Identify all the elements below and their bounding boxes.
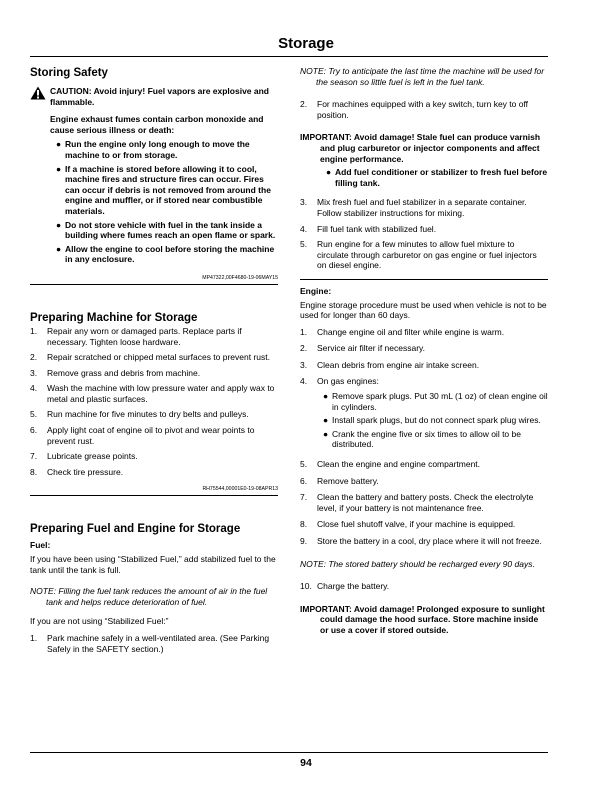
fuel-steps: [300, 197, 548, 271]
list-item: 3. Mix fresh fuel and fuel stabilizer in a separate container. Follow stabilizer instructions for mixing.: [300, 197, 527, 218]
list-item: 1. Park machine safely in a well-ventilated area. (See Parking Safely in the SAFETY section.): [30, 633, 270, 654]
right-column: [300, 66, 548, 636]
storing-safety-heading: Storing Safety: [30, 67, 108, 79]
list-item: 2. Service air filter if necessary.: [300, 343, 426, 354]
machine-steps: [30, 326, 278, 478]
section-divider: [300, 279, 548, 280]
reference-code: MP47322,00F4680-19-06MAY15: [202, 274, 278, 281]
safety-bullet: ● Run the engine only long enough to move the machine to or from storage.: [56, 139, 250, 160]
engine-text: Engine storage procedure must be used when vehicle is not to be used for longer than 60 days.: [300, 299, 547, 321]
caution-block: [30, 86, 278, 265]
left-column: [30, 66, 278, 654]
page-title: Storage: [278, 35, 334, 52]
fuel-label: Fuel:: [30, 540, 51, 551]
page-number: 94: [300, 757, 312, 769]
gas-engine-bullets: [317, 391, 548, 450]
important-stale-fuel: IMPORTANT: Avoid damage! Stale fuel can produce varnish and plug carburetor or injector components and affect engine performance.: [300, 132, 541, 164]
safety-bullet: ● Do not store vehicle with fuel in the tank inside a building where fumes reach an open flame or spark.: [56, 219, 276, 241]
battery-note: NOTE: The stored battery should be recharged every 90 days.: [300, 558, 535, 569]
safety-bullet: ● If a machine is stored before allowing it to cool, machine fires and structure fires can occur. Fires can occur if debris is not removed from around the engine and muffler, or if stored near combustible materials.: [56, 163, 271, 216]
list-item: 6. Apply light coat of engine oil to pivot and wear points to prevent rust.: [30, 425, 255, 446]
list-item: 1. Change engine oil and filter while engine is warm.: [300, 326, 505, 337]
list-item: 9. Store the battery in a cool, dry place where it will not freeze.: [300, 536, 542, 546]
fuel-note: NOTE: Filling the fuel tank reduces the amount of air in the fuel tank and helps reduce deterioration of fuel.: [30, 586, 268, 607]
important-bullet: ● Add fuel conditioner or stabilizer to fresh fuel before filling tank.: [326, 167, 548, 188]
section-divider: [30, 495, 278, 496]
not-using-text: If you are not using “Stabilized Fuel:”: [30, 616, 169, 627]
list-item: 4. Wash the machine with low pressure water and apply wax to metal and plastic surfaces.: [30, 383, 275, 404]
list-item: 8. Close fuel shutoff valve, if your machine is equipped.: [300, 519, 516, 530]
preparing-fuel-heading: Preparing Fuel and Engine for Storage: [30, 523, 241, 536]
safety-bullet: ● Allow the engine to cool before storing the machine in any enclosure.: [56, 243, 275, 265]
list-item: 3. Clean debris from engine air intake screen.: [300, 359, 480, 370]
list-item: 1. Repair any worn or damaged parts. Replace parts if necessary. Tighten loose hardware.: [30, 325, 242, 347]
list-item: 2. For machines equipped with a key switch, turn key to off position.: [300, 99, 529, 120]
list-item: ● Crank the engine five or six times to allow oil to be distributed.: [323, 428, 521, 450]
fuel-text: If you have been using “Stabilized Fuel,” add stabilized fuel to the tank until the tank is full.: [30, 554, 276, 575]
list-item: 4. On gas engines:: [300, 376, 379, 387]
list-item: 5. Clean the engine and engine compartment.: [300, 459, 481, 470]
header-rule: [30, 56, 548, 57]
list-item: 5. Run engine for a few minutes to allow fuel mixture to circulate through carburetor on gas engine or fuel injectors on diesel engine.: [300, 239, 537, 271]
list-item: ● Install spark plugs, but do not connect spark plug wires.: [323, 415, 541, 426]
engine-label: Engine:: [300, 285, 332, 296]
exhaust-warning: Engine exhaust fumes contain carbon monoxide and cause serious illness or death:: [50, 114, 264, 135]
safety-bullets: [50, 139, 278, 265]
anticipate-note: NOTE: Try to anticipate the last time the machine will be used for the season so little fuel is left in the fuel tank.: [300, 66, 545, 87]
preparing-machine-heading: Preparing Machine for Storage: [30, 311, 198, 324]
warning-triangle-icon: [30, 86, 46, 103]
reference-code: RH75544,00001E0-19-08APR13: [202, 486, 278, 493]
list-item: 4. Fill fuel tank with stabilized fuel.: [300, 223, 437, 234]
footer-rule: [30, 752, 548, 753]
list-item: 6. Remove battery.: [300, 475, 379, 486]
caution-text: CAUTION: Avoid injury! Fuel vapors are explosive and flammable.: [50, 86, 269, 107]
list-item: 2. Repair scratched or chipped metal surfaces to prevent rust.: [30, 352, 270, 363]
engine-steps: [300, 327, 548, 547]
list-item: 5. Run machine for five minutes to dry belts and pulleys.: [30, 409, 249, 420]
list-item: 7. Clean the battery and battery posts. Check the electrolyte level, if your battery is not maintenance free.: [300, 492, 534, 513]
list-item: 3. Remove grass and debris from machine.: [30, 367, 201, 378]
important-sunlight: IMPORTANT: Avoid damage! Prolonged exposure to sunlight could damage the hood surface. Store machine inside or use a cover if stored outside.: [300, 603, 545, 635]
section-divider: [30, 284, 278, 285]
list-item: 10. Charge the battery.: [300, 581, 390, 592]
list-item: ● Remove spark plugs. Put 30 mL (1 oz) of clean engine oil in cylinders.: [323, 391, 548, 412]
list-item: 7. Lubricate grease points.: [30, 451, 138, 462]
list-item: 8. Check tire pressure.: [30, 466, 124, 477]
